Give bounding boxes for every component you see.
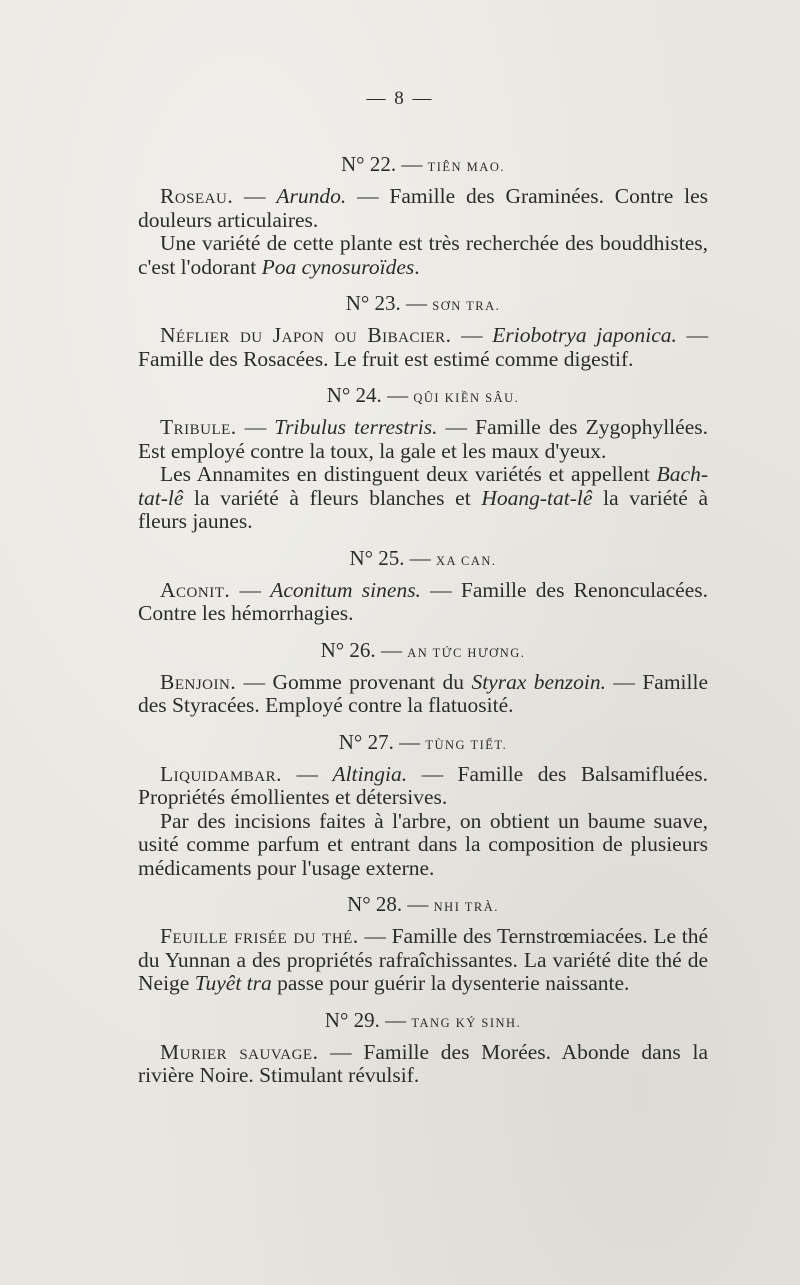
entry-heading: N° 23. — SƠN TRA. — [345, 291, 501, 315]
entry-heading: N° 27. — TÙNG TIẾT. — [338, 729, 508, 754]
entry-27 — [138, 728, 708, 881]
entry-22 — [138, 150, 708, 279]
entry-note: Par des incisions faites à l'arbre, on obtient un baume suave, usité comme parfum et entrant dans la composition de plusieurs médicaments pour l'usage externe. — [138, 808, 708, 880]
entry-description: Néflier du Japon ou Bibacier. — Eriobotrya japonica. — Famille des Rosacées. Le fruit est estimé comme digestif. — [138, 323, 709, 371]
entry-description: Liquidambar. — Altingia. — Famille des Balsamifluées. Propriétés émollientes et détersives. — [138, 761, 708, 809]
plant-name: Liquidambar. — [160, 761, 283, 786]
entry-28 — [138, 890, 708, 996]
plant-name: Feuille frisée du thé. — [160, 924, 359, 948]
latin-name: Tribulus terrestris. — [274, 415, 438, 439]
entry-number: N° 28. — [347, 892, 403, 916]
entry-number: N° 27. — [338, 729, 394, 754]
entry-26 — [138, 636, 708, 718]
entry-description: Murier sauvage. — Famille des Morées. Abonde dans la rivière Noire. Stimulant révulsif. — [138, 1039, 708, 1087]
vietnamese-name: AN TỨC HƯƠNG. — [407, 645, 526, 660]
vietnamese-name: SƠN TRA. — [432, 299, 501, 313]
entry-number: N° 23. — [345, 291, 401, 315]
latin-name: Styrax benzoin. — [471, 669, 607, 694]
entry-description: Roseau. — Arundo. — Famille des Graminées. Contre les douleurs articulaires. — [138, 184, 709, 232]
entry-description: Feuille frisée du thé. — Famille des Ternstrœmiacées. Le thé du Yunnan a des propriétés rafraîchissantes. La variété dite thé de Neige Tuyêt tra passe pour guérir la dysenterie naissante. — [138, 924, 708, 995]
plant-name: Murier sauvage. — [160, 1039, 319, 1064]
text-body — [138, 140, 708, 1088]
entry-number: N° 26. — [320, 637, 376, 662]
plant-name: Benjoin. — [160, 669, 237, 694]
plant-name: Aconit. — [160, 577, 231, 602]
plant-name: Roseau. — [160, 184, 234, 208]
entry-number: N° 25. — [349, 545, 405, 570]
entry-heading: N° 29. — TANG KÝ SINH. — [324, 1007, 522, 1032]
entry-note: Les Annamites en distinguent deux variétés et appellent Bach-tat-lê la variété à fleurs blanches et Hoang-tat-lê la variété à fleurs jaunes. — [138, 462, 708, 533]
vietnamese-name: TIÊN MAO. — [427, 160, 505, 174]
entry-description: Tribule. — Tribulus terrestris. — Famille des Zygophyllées. Est employé contre la toux, la gale et les maux d'yeux. — [138, 415, 708, 463]
vietnamese-name: XA CAN. — [436, 553, 497, 568]
entry-description: Aconit. — Aconitum sinens. — Famille des Renonculacées. Contre les hémorrhagies. — [138, 577, 708, 625]
entry-heading: N° 24. — QÛI KIỀN SÂU. — [326, 383, 520, 407]
vietnamese-name: TÙNG TIẾT. — [425, 737, 508, 752]
entry-25 — [138, 544, 708, 626]
entry-heading: N° 25. — XA CAN. — [349, 545, 497, 570]
vietnamese-name: NHI TRÀ. — [433, 900, 499, 914]
entry-heading: N° 22. — TIÊN MAO. — [341, 152, 505, 176]
entry-description: Benjoin. — Gomme provenant du Styrax benzoin. — Famille des Styracées. Employé contre la flatuosité. — [138, 669, 709, 717]
latin-name: Aconitum sinens. — [270, 577, 421, 602]
latin-name: Altingia. — [332, 761, 408, 786]
entry-heading: N° 26. — AN TỨC HƯƠNG. — [320, 637, 526, 662]
entry-number: N° 24. — [326, 383, 382, 407]
vietnamese-name: TANG KÝ SINH. — [411, 1015, 522, 1030]
entry-23 — [138, 289, 708, 371]
page-number: — 8 — — [366, 88, 434, 109]
entry-number: N° 22. — [341, 152, 397, 176]
plant-name: Néflier du Japon ou Bibacier. — [160, 323, 452, 347]
latin-name: Tuyêt tra — [194, 971, 272, 995]
entry-note: Une variété de cette plante est très recherchée des bouddhistes, c'est l'odorant Poa cynosuroïdes. — [138, 231, 708, 279]
latin-name: Arundo. — [276, 184, 347, 208]
entry-heading: N° 28. — NHI TRÀ. — [347, 892, 499, 916]
entry-number: N° 29. — [324, 1007, 380, 1032]
entry-29 — [138, 1006, 708, 1088]
vietnamese-name: QÛI KIỀN SÂU. — [413, 391, 520, 405]
latin-name: Eriobotrya japonica. — [492, 323, 677, 347]
plant-name: Tribule. — [160, 415, 237, 439]
entry-24 — [138, 381, 708, 534]
